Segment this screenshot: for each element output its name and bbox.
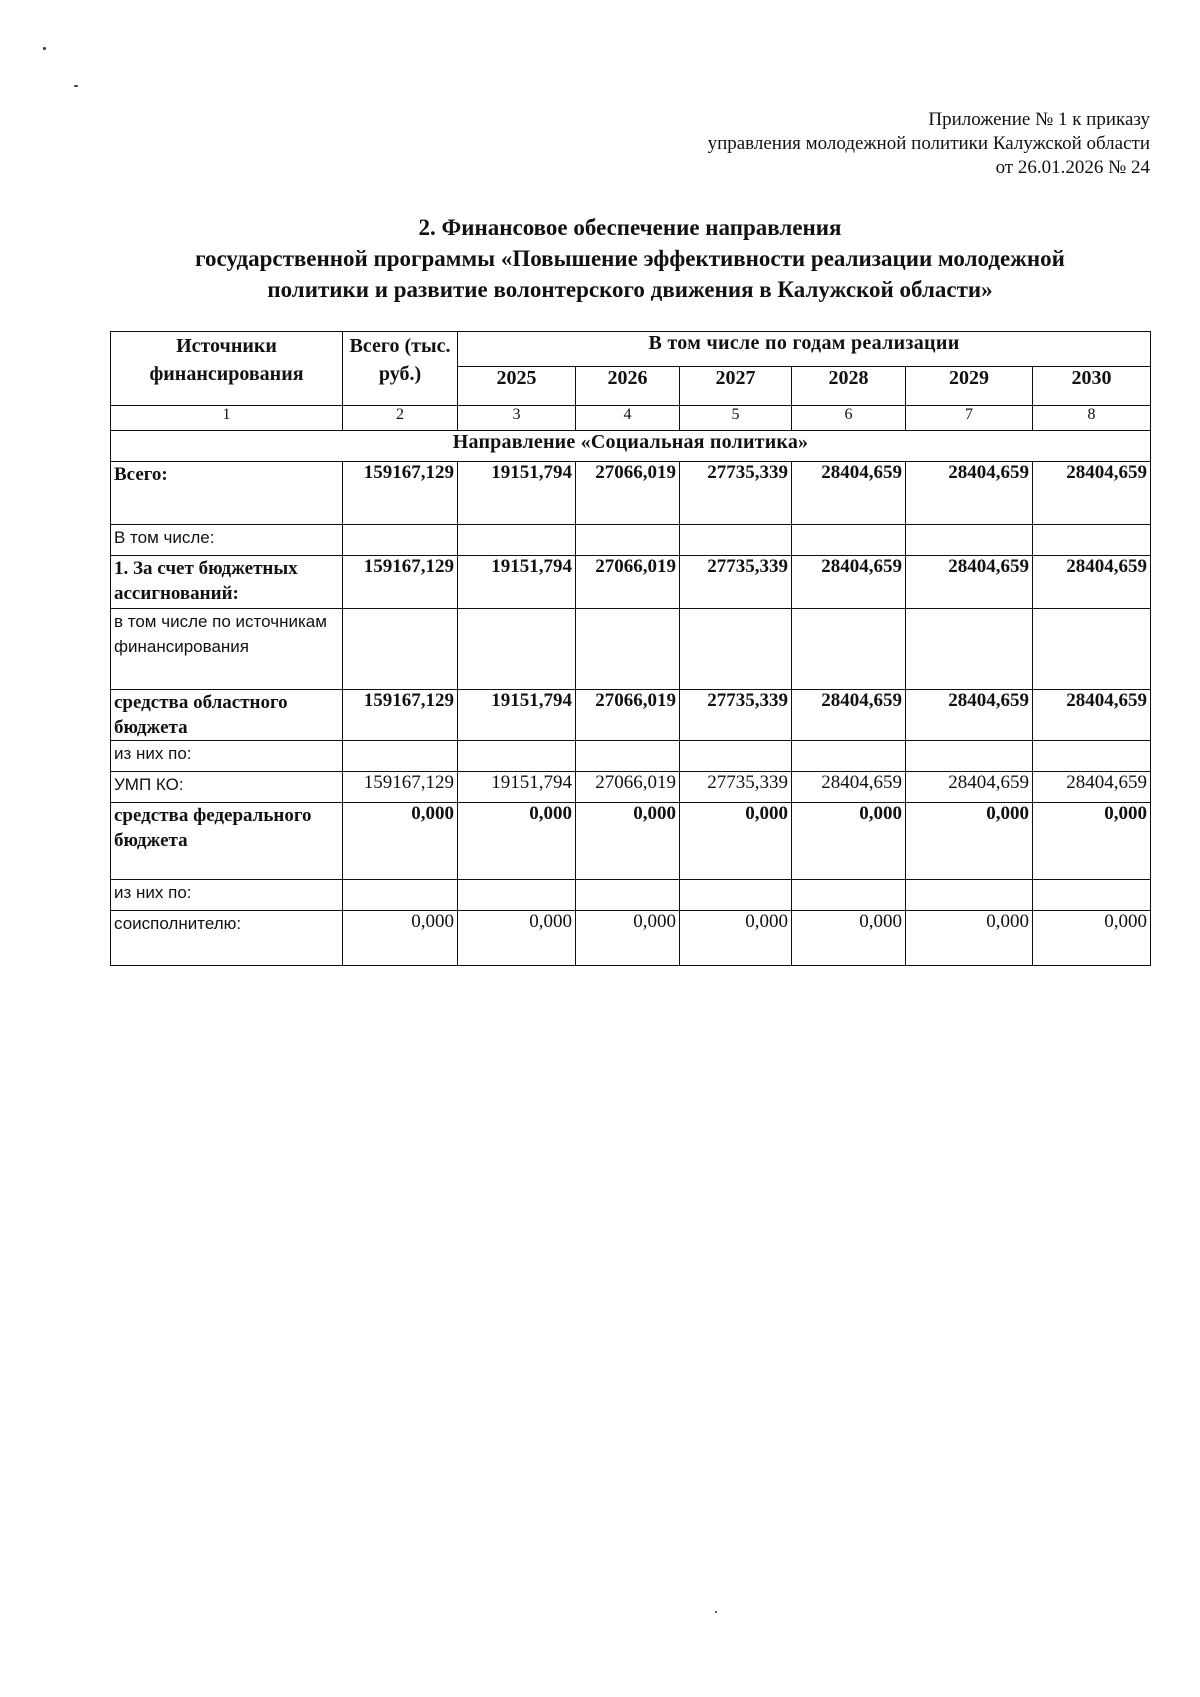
row-cell: 27735,339 [680, 462, 792, 525]
column-number: 6 [792, 406, 906, 431]
row-cell: 0,000 [576, 911, 680, 966]
row-cell [1033, 525, 1151, 556]
row-cell [1033, 609, 1151, 690]
table-row [111, 741, 1151, 772]
appendix-line-2: управления молодежной политики Калужской области [707, 133, 1150, 154]
row-cell [680, 741, 792, 772]
column-number: 8 [1033, 406, 1151, 431]
row-cell: 0,000 [576, 803, 680, 880]
row-cell [576, 880, 680, 911]
table-row [111, 525, 1151, 556]
row-cell: 27735,339 [680, 772, 792, 803]
row-cell: 28404,659 [1033, 772, 1151, 803]
appendix-line-1: Приложение № 1 к приказу [928, 109, 1150, 130]
column-number: 1 [111, 406, 343, 431]
row-cell: 27066,019 [576, 690, 680, 741]
row-cell: 19151,794 [458, 690, 576, 741]
row-cell [458, 609, 576, 690]
row-cell: 0,000 [680, 911, 792, 966]
table-row [111, 462, 1151, 525]
row-label: УМП КО: [111, 772, 343, 803]
row-cell: 0,000 [458, 911, 576, 966]
column-number: 7 [906, 406, 1033, 431]
table-row [111, 556, 1151, 609]
row-cell [906, 880, 1033, 911]
column-numbers-row [111, 406, 1151, 431]
row-cell [343, 525, 458, 556]
appendix-header [550, 108, 1150, 180]
table-row [111, 609, 1151, 690]
scan-speck [43, 47, 46, 50]
row-cell: 28404,659 [906, 556, 1033, 609]
table-row [111, 803, 1151, 880]
row-label: средства областного бюджета [111, 690, 343, 741]
row-cell: 19151,794 [458, 556, 576, 609]
title-line-3: политики и развитие волонтерского движения в Калужской области» [267, 277, 993, 302]
row-cell: 0,000 [458, 803, 576, 880]
row-cell [906, 609, 1033, 690]
column-number: 2 [343, 406, 458, 431]
header-row-group [111, 332, 1151, 367]
column-number: 4 [576, 406, 680, 431]
row-cell: 19151,794 [458, 462, 576, 525]
row-cell [458, 525, 576, 556]
row-cell: 159167,129 [343, 690, 458, 741]
row-cell [906, 741, 1033, 772]
header-year-2027: 2027 [680, 367, 792, 406]
header-year-2026: 2026 [576, 367, 680, 406]
row-cell: 28404,659 [792, 690, 906, 741]
row-label: средства федерального бюджета [111, 803, 343, 880]
table-row [111, 690, 1151, 741]
row-cell: 27735,339 [680, 690, 792, 741]
row-label: В том числе: [111, 525, 343, 556]
row-cell: 28404,659 [906, 772, 1033, 803]
row-cell [680, 880, 792, 911]
row-cell: 28404,659 [906, 462, 1033, 525]
row-cell: 28404,659 [792, 772, 906, 803]
row-cell [680, 525, 792, 556]
table-row [111, 911, 1151, 966]
header-by-years: В том числе по годам реализации [458, 332, 1151, 367]
row-cell [792, 880, 906, 911]
row-label: из них по: [111, 741, 343, 772]
financing-table [110, 331, 1151, 966]
header-year-2029: 2029 [906, 367, 1033, 406]
column-number: 5 [680, 406, 792, 431]
row-cell [343, 741, 458, 772]
section-title: Направление «Социальная политика» [111, 431, 1151, 462]
scan-speck [74, 85, 78, 87]
row-label: 1. За счет бюджетных ассигнований: [111, 556, 343, 609]
row-cell: 28404,659 [1033, 462, 1151, 525]
header-year-2025: 2025 [458, 367, 576, 406]
row-cell: 159167,129 [343, 462, 458, 525]
row-cell: 27066,019 [576, 556, 680, 609]
row-cell: 28404,659 [792, 556, 906, 609]
row-label: в том числе по источникам финансирования [111, 609, 343, 690]
header-sources: Источники финансирования [111, 332, 343, 406]
row-cell [343, 609, 458, 690]
document-title [110, 212, 1150, 305]
row-cell: 0,000 [906, 803, 1033, 880]
column-number: 3 [458, 406, 576, 431]
row-cell: 28404,659 [1033, 690, 1151, 741]
table-row [111, 772, 1151, 803]
row-cell: 28404,659 [906, 690, 1033, 741]
row-cell: 0,000 [680, 803, 792, 880]
row-cell: 27735,339 [680, 556, 792, 609]
row-cell [576, 741, 680, 772]
row-cell [458, 741, 576, 772]
row-cell: 0,000 [343, 911, 458, 966]
row-cell [792, 525, 906, 556]
row-cell: 159167,129 [343, 556, 458, 609]
row-label: соисполнителю: [111, 911, 343, 966]
row-cell [792, 741, 906, 772]
row-cell: 0,000 [343, 803, 458, 880]
row-cell [1033, 880, 1151, 911]
row-cell [343, 880, 458, 911]
row-cell: 0,000 [1033, 803, 1151, 880]
row-cell [576, 525, 680, 556]
row-cell [906, 525, 1033, 556]
row-cell: 159167,129 [343, 772, 458, 803]
row-cell: 28404,659 [1033, 556, 1151, 609]
row-cell [458, 880, 576, 911]
row-label: Всего: [111, 462, 343, 525]
header-total: Всего (тыс. руб.) [343, 332, 458, 406]
row-label: из них по: [111, 880, 343, 911]
row-cell: 27066,019 [576, 772, 680, 803]
row-cell: 0,000 [1033, 911, 1151, 966]
row-cell: 28404,659 [792, 462, 906, 525]
row-cell [792, 609, 906, 690]
appendix-line-3: от 26.01.2026 № 24 [995, 157, 1150, 178]
title-line-1: 2. Финансовое обеспечение направления [418, 215, 842, 240]
scan-speck [715, 1611, 717, 1613]
row-cell [680, 609, 792, 690]
title-line-2: государственной программы «Повышение эффективности реализации молодежной [195, 246, 1065, 271]
row-cell: 27066,019 [576, 462, 680, 525]
row-cell: 0,000 [792, 911, 906, 966]
header-year-2028: 2028 [792, 367, 906, 406]
row-cell: 0,000 [906, 911, 1033, 966]
section-row [111, 431, 1151, 462]
table-row [111, 880, 1151, 911]
row-cell [1033, 741, 1151, 772]
row-cell: 19151,794 [458, 772, 576, 803]
header-year-2030: 2030 [1033, 367, 1151, 406]
row-cell [576, 609, 680, 690]
row-cell: 0,000 [792, 803, 906, 880]
